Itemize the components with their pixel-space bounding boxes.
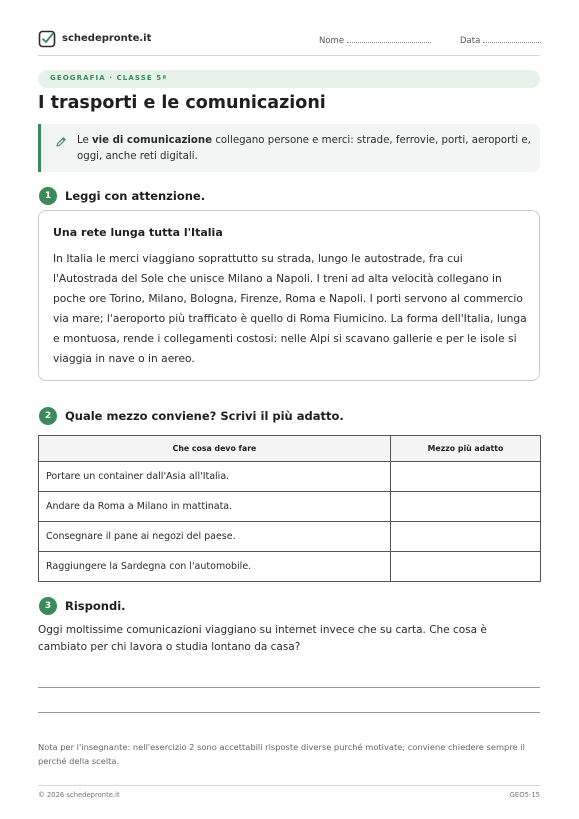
reading-box: [38, 210, 540, 381]
page-header: [38, 30, 540, 56]
exercise-3-title: Rispondi.: [65, 599, 126, 613]
exercise-3-question: Oggi moltissime comunicazioni viaggiano su internet invece che su carta. Che cosa è cambiato per chi lavora o studia lontano da casa?: [38, 624, 487, 653]
exercise-1-title: Leggi con attenzione.: [65, 189, 206, 203]
answer-cell[interactable]: [391, 552, 541, 582]
intro-keyword: vie di comunicazione: [92, 135, 213, 146]
answer-cell[interactable]: [391, 492, 541, 522]
table-header-row: [39, 436, 541, 462]
page-title: I trasporti e le comunicazioni: [38, 93, 326, 113]
exercise-2-number: 2: [39, 407, 57, 425]
date-blank[interactable]: [483, 35, 541, 43]
answer-cell[interactable]: [391, 462, 541, 492]
exercise-2-title: Quale mezzo conviene? Scrivi il più adatto.: [65, 409, 344, 423]
page-footer: [38, 785, 540, 805]
subject-label: GEOGRAFIA · CLASSE 5ª: [50, 74, 168, 82]
teacher-note: Nota per l'insegnante: nell'esercizio 2 sono accettabili risposte diverse purché motivate; conviene chiedere sempre il perché della scelta.: [38, 742, 525, 766]
pencil-icon: [55, 136, 67, 148]
brand-name: schedepronte.it: [62, 33, 152, 44]
name-blank[interactable]: [347, 35, 431, 43]
task-cell: Andare da Roma a Milano in mattinata.: [39, 492, 391, 522]
name-field[interactable]: [319, 35, 431, 46]
table-row: [39, 522, 541, 552]
table-row: [39, 492, 541, 522]
name-label: Nome: [319, 36, 345, 46]
table-row: [39, 552, 541, 582]
exercise-3-number: 3: [39, 597, 57, 615]
answer-line[interactable]: [38, 687, 540, 688]
sheet-code: GEO5-15: [509, 791, 540, 799]
reading-title: Una rete lunga tutta l'Italia: [53, 226, 223, 239]
task-cell: Portare un container dall'Asia all'Italia.: [39, 462, 391, 492]
column-header-mean: Mezzo più adatto: [391, 436, 541, 462]
transport-table: [38, 435, 541, 582]
subject-badge: [38, 70, 540, 88]
date-label: Data: [460, 36, 481, 46]
reading-text: In Italia le merci viaggiano soprattutto su strada, lungo le autostrade, fra cui l'Autostrada del Sole che unisce Milano a Napoli. I treni ad alta velocità collegano in poche ore Torino, Milano, Bologna, Firenze, Roma e Napoli. I porti servono al commercio via mare; l'aeroporto più trafficato è quello di Roma Fiumicino. La forma dell'Italia, lunga e montuosa, rende i collegamenti costosi: nelle Alpi si scavano gallerie e per le isole si viaggia in nave o in aereo.: [53, 252, 527, 365]
column-header-task: Che cosa devo fare: [39, 436, 391, 462]
table-row: [39, 462, 541, 492]
date-field[interactable]: [460, 35, 541, 46]
intro-text-start: Le: [77, 135, 93, 146]
copyright: © 2026 schedepronte.it: [38, 791, 120, 799]
answer-cell[interactable]: [391, 522, 541, 552]
exercise-1-number: 1: [39, 187, 57, 205]
check-square-icon: [38, 30, 56, 48]
answer-line[interactable]: [38, 712, 540, 713]
task-cell: Consegnare il pane ai negozi del paese.: [39, 522, 391, 552]
intro-text: [77, 133, 533, 165]
intro-text-end: collegano persone e merci: strade, ferrovie, porti, aeroporti e, oggi, anche reti digitali.: [77, 135, 531, 162]
intro-callout: [38, 124, 540, 172]
task-cell: Raggiungere la Sardegna con l'automobile.: [39, 552, 391, 582]
